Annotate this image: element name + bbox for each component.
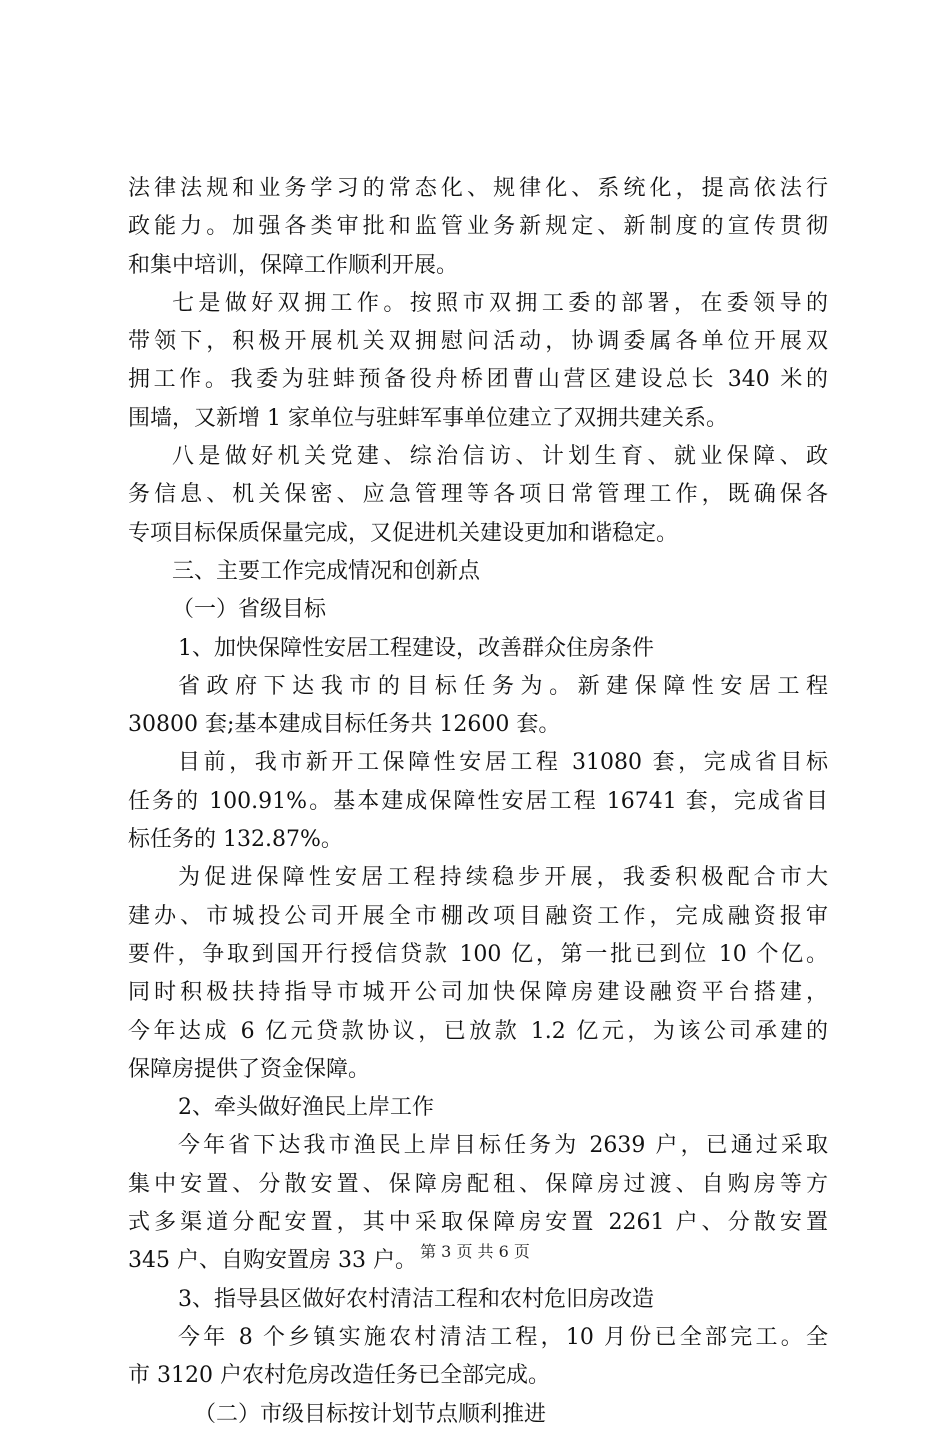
body-line: 政能力。加强各类审批和监管业务新规定、新制度的宣传贯彻 [128, 214, 828, 240]
paragraph-start-line: 八是做好机关党建、综治信访、计划生育、就业保障、政 [172, 444, 828, 470]
body-line: 和集中培训，保障工作顺利开展。 [128, 252, 459, 278]
body-line: 拥工作。我委为驻蚌预备役舟桥团曹山营区建设总长 340 米的 [128, 367, 828, 393]
item-heading: 3、指导县区做好农村清洁工程和农村危旧房改造 [178, 1286, 654, 1312]
paragraph-start-line: 为促进保障性安居工程持续稳步开展，我委积极配合市大 [178, 865, 828, 891]
subsection-heading: （一）省级目标 [172, 597, 327, 623]
body-line: 式多渠道分配安置，其中采取保障房安置 2261 户、分散安置 [128, 1210, 828, 1236]
page-number-footer: 第 3 页 共 6 页 [420, 1242, 530, 1261]
body-line: 345 户、自购安置房 33 户。 [128, 1248, 417, 1274]
body-line: 任务的 100.91%。基本建成保障性安居工程 16741 套，完成省目 [128, 788, 828, 814]
body-line: 带领下，积极开展机关双拥慰问活动，协调委属各单位开展双 [128, 329, 828, 355]
item-heading: 2、牵头做好渔民上岸工作 [178, 1095, 434, 1121]
body-line: 建办、市城投公司开展全市棚改项目融资工作，完成融资报审 [128, 903, 828, 929]
body-line: 集中安置、分散安置、保障房配租、保障房过渡、自购房等方 [128, 1171, 828, 1197]
body-line: 围墙，又新增 1 家单位与驻蚌军事单位建立了双拥共建关系。 [128, 405, 728, 431]
body-line: 专项目标保质保量完成，又促进机关建设更加和谐稳定。 [128, 520, 679, 546]
subsection-heading: （二）市级目标按计划节点顺利推进 [194, 1401, 547, 1427]
body-line: 法律法规和业务学习的常态化、规律化、系统化，提高依法行 [128, 176, 828, 201]
paragraph-start-line: 今年 8 个乡镇实施农村清洁工程，10 月份已全部完工。全 [178, 1324, 828, 1350]
body-line: 务信息、机关保密、应急管理等各项日常管理工作，既确保各 [128, 482, 828, 508]
section-heading: 三、主要工作完成情况和创新点 [172, 558, 481, 584]
item-heading: 1、加快保障性安居工程建设，改善群众住房条件 [178, 635, 654, 661]
paragraph-start-line: 七是做好双拥工作。按照市双拥工委的部署，在委领导的 [172, 290, 828, 316]
body-line: 同时积极扶持指导市城开公司加快保障房建设融资平台搭建， [128, 980, 828, 1006]
paragraph-start-line: 省政府下达我市的目标任务为。新建保障性安居工程 [178, 673, 828, 699]
paragraph-start-line: 目前，我市新开工保障性安居工程 31080 套，完成省目标 [178, 750, 828, 776]
body-line: 30800 套;基本建成目标任务共 12600 套。 [128, 712, 561, 738]
body-line: 保障房提供了资金保障。 [128, 1056, 371, 1082]
body-line: 今年达成 6 亿元贷款协议，已放款 1.2 亿元，为该公司承建的 [128, 1018, 828, 1044]
body-line: 市 3120 户农村危房改造任务已全部完成。 [128, 1363, 550, 1389]
body-line: 标任务的 132.87%。 [128, 827, 343, 853]
body-line: 要件，争取到国开行授信贷款 100 亿，第一批已到位 10 个亿。 [128, 941, 828, 967]
paragraph-start-line: 今年省下达我市渔民上岸目标任务为 2639 户，已通过采取 [178, 1133, 828, 1159]
